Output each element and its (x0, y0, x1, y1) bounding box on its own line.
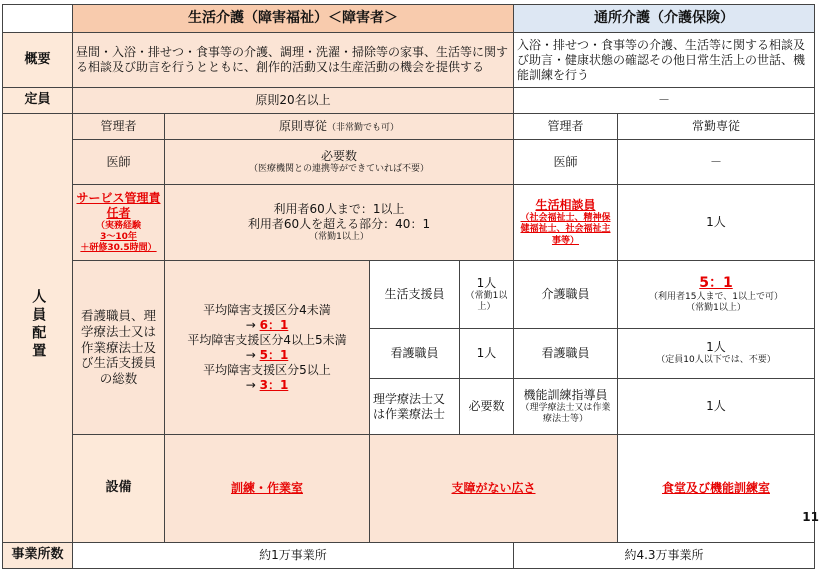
ishi-value (165, 140, 514, 185)
ratio-row1-num: 6：1 (259, 317, 289, 332)
sub3-value: 必要数 (460, 379, 514, 435)
row-label-setsubi: 設備 (73, 435, 165, 543)
row-label-gaiyo: 概要 (3, 33, 73, 88)
kango-group-title: 看護職員、理学療法士又は作業療法士及び生活支援員の総数 (73, 261, 165, 435)
service-val1: 利用者60人まで：1以上 (273, 201, 405, 216)
kanrisha-title: 管理者 (73, 114, 165, 140)
comparison-table (2, 4, 815, 569)
kaigo-note2: （常勤1以上） (686, 303, 746, 314)
header-right: 通所介護（介護保険） (514, 5, 815, 33)
sub1-val: 1人 (476, 275, 497, 290)
page-number: 11 (802, 510, 819, 524)
header-left: 生活介護（障害福祉）＜障害者＞ (73, 5, 514, 33)
kango-right-note: （定員10人以下では、不要） (656, 355, 776, 366)
gaiyo-left: 昼間・入浴・排せつ・食事等の介護、調理・洗濯・掃除等の家事、生活等に関する相談及び助言を行うとともに、創作的活動又は生産活動の機会を提供する (73, 33, 514, 88)
ratio-row2-label: 平均障害支援区分4以上5未満 (187, 332, 347, 347)
kaigo-note1: （利用者15人まで、1以上で可） (649, 292, 783, 302)
service-val2: 利用者60人を超える部分：40：1 (247, 216, 431, 231)
service-manager-label: サービス管理責任者 (76, 190, 161, 220)
sub2-value: 1人 (460, 329, 514, 379)
sub3-name: 理学療法士又は作業療法士 (370, 379, 460, 435)
ishi-note: （医療機関との連携等ができていれば不要） (248, 163, 429, 174)
teiin-right: － (514, 88, 815, 114)
setsubi-left-title: 訓練・作業室 (165, 435, 370, 543)
service-manager-note3: ＋研修30.5時間） (80, 243, 157, 254)
jinin-label-text: 人員配置 (30, 289, 47, 362)
ishi-right-title: 医師 (514, 140, 618, 185)
kaigo-title: 介護職員 (514, 261, 618, 329)
service-val3: （常勤1以上） (309, 231, 369, 242)
kaigo-val: 5：1 (699, 274, 733, 291)
sub2-name: 看護職員 (370, 329, 460, 379)
seikatsu-soudan-label: 生活相談員 (535, 198, 596, 213)
kaigo-value (618, 261, 815, 329)
service-manager-title (73, 185, 165, 261)
gaiyo-right: 入浴・排せつ・食事等の介護、生活等に関する相談及び助言・健康状態の確認その他日常生活上の世話、機能訓練を行う (514, 33, 815, 88)
row-label-jinin (3, 114, 73, 543)
ratio-row2-value (168, 348, 366, 363)
teiin-left: 原則20名以上 (73, 88, 514, 114)
seikatsu-soudan-value: 1人 (618, 185, 815, 261)
kango-right-val: 1人 (706, 340, 726, 355)
ratio-row2-arrow: → (245, 347, 256, 362)
ratio-row2-num: 5：1 (259, 347, 289, 362)
corner-cell (3, 5, 73, 33)
ratio-row1-value (168, 318, 366, 333)
kanrisha-right-value: 常勤専従 (618, 114, 815, 140)
ishi-right-value: － (618, 140, 815, 185)
sub1-value (460, 261, 514, 329)
kinou-label: 機能訓練指導員 (523, 387, 608, 402)
kanrisha-main: 原則専従 (278, 118, 327, 133)
seikatsu-soudan-title (514, 185, 618, 261)
row-label-teiin: 定員 (3, 88, 73, 114)
kinou-title (514, 379, 618, 435)
sub1-note: （常勤1以上） (465, 290, 508, 312)
jigyosho-left: 約1万事業所 (73, 543, 514, 569)
ratio-row3-num: 3：1 (259, 377, 289, 392)
setsubi-right-title: 食堂及び機能訓練室 (618, 435, 815, 543)
service-manager-note2: 3～10年 (100, 231, 137, 242)
kango-right-value (618, 329, 815, 379)
row-label-jigyosho: 事業所数 (3, 543, 73, 569)
kinou-value: 1人 (618, 379, 815, 435)
seikatsu-soudan-note: （社会福祉士、精神保健福祉士、社会福祉主事等） (520, 213, 611, 246)
service-manager-note1: （実務経験 (95, 220, 141, 231)
sub1-name: 生活支援員 (370, 261, 460, 329)
kanrisha-note: （非常勤でも可） (327, 122, 400, 133)
kanrisha-value (165, 114, 514, 140)
ratio-row3-arrow: → (245, 377, 256, 392)
ratio-row1-label: 平均障害支援区分4未満 (203, 302, 331, 317)
kinou-note: （理学療法士又は作業療法士等） (520, 402, 611, 424)
kango-ratio-block (165, 261, 370, 435)
ishi-main: 必要数 (320, 148, 357, 163)
kanrisha-right-title: 管理者 (514, 114, 618, 140)
setsubi-left-value: 支障がない広さ (370, 435, 618, 543)
ishi-title: 医師 (73, 140, 165, 185)
ratio-row1-arrow: → (245, 317, 256, 332)
jigyosho-right: 約4.3万事業所 (514, 543, 815, 569)
kango-right-title: 看護職員 (514, 329, 618, 379)
ratio-row3-value (168, 378, 366, 393)
ratio-row3-label: 平均障害支援区分5以上 (203, 362, 331, 377)
service-manager-value (165, 185, 514, 261)
